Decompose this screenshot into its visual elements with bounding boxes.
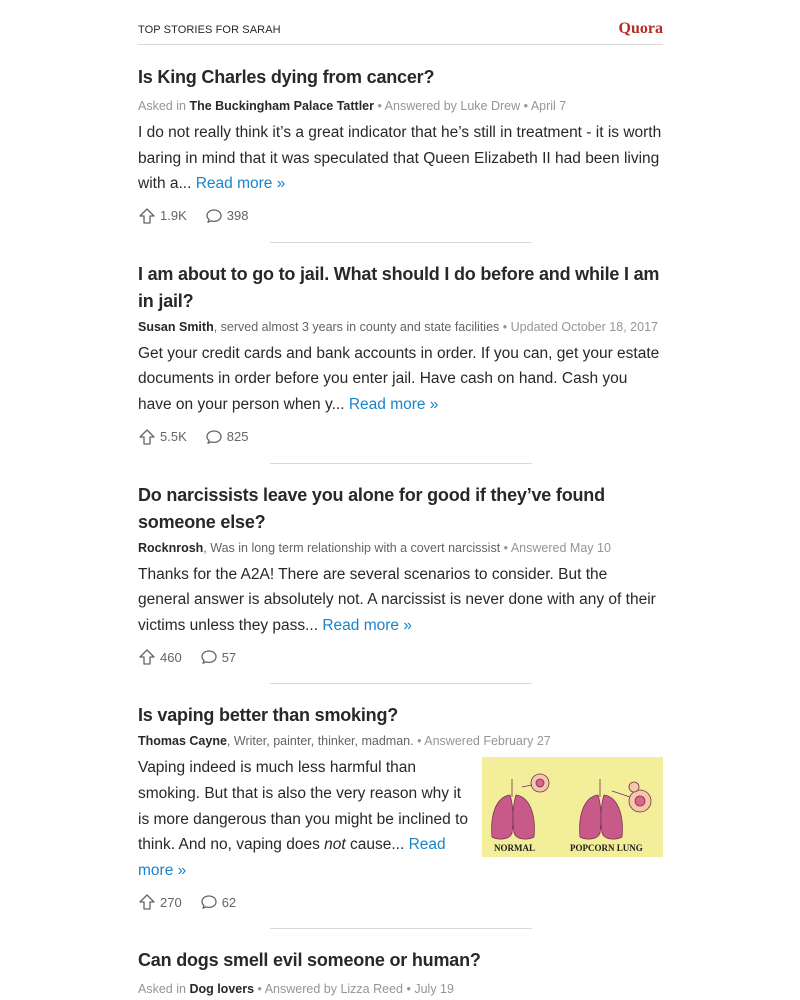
- answer-date: Updated October 18, 2017: [510, 319, 658, 334]
- upvote-icon: [138, 207, 156, 225]
- meta-separator: •: [406, 982, 411, 997]
- meta-separator: •: [503, 540, 509, 555]
- space-name[interactable]: Dog lovers: [189, 982, 255, 997]
- answer-thumbnail[interactable]: [482, 757, 663, 857]
- author-name[interactable]: Susan Smith: [138, 319, 214, 334]
- excerpt-text: cause...: [345, 836, 405, 854]
- comment-count: 57: [221, 649, 237, 665]
- story-meta: [138, 733, 663, 749]
- comment-count: 398: [226, 208, 249, 224]
- meta-prefix: Asked in: [138, 99, 186, 113]
- story-actions: [138, 426, 663, 448]
- comment-icon: [200, 893, 218, 911]
- read-more-link[interactable]: Read more »: [322, 616, 412, 634]
- story-actions: [138, 646, 663, 668]
- upvote-count: 270: [160, 894, 182, 910]
- story-question[interactable]: I am about to go to jail. What should I do before and while I am in jail?: [138, 263, 660, 311]
- author-credential: , served almost 3 years in county and state facilities: [213, 319, 500, 334]
- story-meta: [138, 319, 663, 335]
- comment-button[interactable]: [200, 893, 236, 911]
- comment-count: 62: [221, 894, 237, 910]
- comment-button[interactable]: [200, 648, 236, 666]
- upvote-button[interactable]: [138, 207, 187, 225]
- thumbnail-label-normal: NORMAL: [494, 843, 535, 854]
- story-actions: [138, 205, 663, 227]
- meta-separator: •: [523, 99, 529, 113]
- upvote-count: 1.9K: [160, 208, 187, 224]
- comment-count: 825: [226, 429, 249, 445]
- comment-icon: [205, 428, 223, 446]
- story-item: [138, 45, 663, 243]
- answer-date: April 7: [530, 99, 567, 113]
- digest-header: [138, 0, 663, 45]
- read-more-link[interactable]: Read more »: [138, 836, 446, 879]
- story-question[interactable]: Can dogs smell evil someone or human?: [138, 950, 481, 971]
- answerer[interactable]: Answered by Lizza Reed: [264, 982, 403, 997]
- meta-separator: •: [257, 982, 262, 997]
- excerpt-emphasis: not: [324, 836, 346, 854]
- author-credential: , Was in long term relationship with a covert narcissist: [203, 540, 501, 555]
- story-actions: [138, 891, 663, 913]
- lungs-illustration: [482, 757, 663, 857]
- author-name[interactable]: Thomas Cayne: [138, 734, 227, 749]
- space-name[interactable]: The Buckingham Palace Tattler: [189, 99, 374, 113]
- answer-body: [138, 749, 663, 883]
- answer-excerpt: [138, 755, 482, 883]
- thumbnail-label-popcorn: POPCORN LUNG: [570, 843, 643, 854]
- answer-excerpt: [138, 562, 663, 639]
- upvote-icon: [138, 428, 156, 446]
- excerpt-text: I do not really think it’s a great indicator that he’s still in treatment - it is worth baring in mind that it was speculated that Queen Elizabeth II had been living with a...: [138, 124, 662, 193]
- digest-title: TOP STORIES FOR SARAH: [138, 24, 281, 36]
- story-question[interactable]: Is King Charles dying from cancer?: [138, 67, 435, 87]
- normal-lungs: [492, 774, 549, 839]
- answer-excerpt: [138, 120, 663, 197]
- excerpt-text: Vaping indeed is much less harmful than smoking. But that is also the very reason why it is more dangerous than you might be inclined to think. And no, vaping does: [138, 759, 469, 854]
- meta-separator: •: [417, 734, 422, 749]
- upvote-button[interactable]: [138, 648, 182, 666]
- read-more-link[interactable]: Read more »: [348, 395, 439, 413]
- story-meta: [138, 98, 663, 114]
- answer-date: Answered February 27: [424, 734, 551, 749]
- author-credential: , Writer, painter, thinker, madman.: [226, 734, 414, 749]
- story-item: [138, 929, 663, 997]
- story-question[interactable]: Is vaping better than smoking?: [138, 705, 399, 726]
- upvote-count: 5.5K: [160, 429, 187, 445]
- comment-icon: [200, 648, 218, 666]
- upvote-icon: [138, 648, 156, 666]
- author-name[interactable]: Rocknrosh: [138, 540, 204, 555]
- answer-excerpt: [138, 341, 663, 418]
- story-meta: [138, 540, 663, 556]
- story-item: [138, 684, 663, 929]
- story-item: [138, 243, 663, 464]
- meta-separator: •: [502, 319, 508, 334]
- answer-date: Answered May 10: [510, 540, 611, 555]
- upvote-button[interactable]: [138, 428, 187, 446]
- story-item: [138, 464, 663, 685]
- digest-email: [138, 0, 663, 997]
- answerer[interactable]: Answered by Luke Drew: [384, 99, 521, 113]
- story-meta: [138, 981, 663, 997]
- excerpt-text: Thanks for the A2A! There are several scenarios to consider. But the general answer is absolutely not. A narcissist is never done with any of their victims unless they pass...: [138, 565, 656, 634]
- read-more-link[interactable]: Read more »: [195, 175, 286, 193]
- upvote-button[interactable]: [138, 893, 182, 911]
- upvote-count: 460: [160, 649, 182, 665]
- meta-prefix: Asked in: [138, 982, 186, 997]
- excerpt-text: Get your credit cards and bank accounts in order. If you can, get your estate documents in order before you enter jail. Have cash on hand. Cash you have on your person when y...: [138, 344, 660, 413]
- comment-icon: [205, 207, 223, 225]
- quora-logo[interactable]: Quora: [618, 20, 663, 37]
- answer-date: July 19: [414, 982, 454, 997]
- popcorn-lungs: [580, 779, 651, 839]
- story-question[interactable]: Do narcissists leave you alone for good if they’ve found someone else?: [138, 484, 605, 532]
- upvote-icon: [138, 893, 156, 911]
- meta-separator: •: [377, 99, 382, 113]
- comment-button[interactable]: [205, 428, 249, 446]
- comment-button[interactable]: [205, 207, 249, 225]
